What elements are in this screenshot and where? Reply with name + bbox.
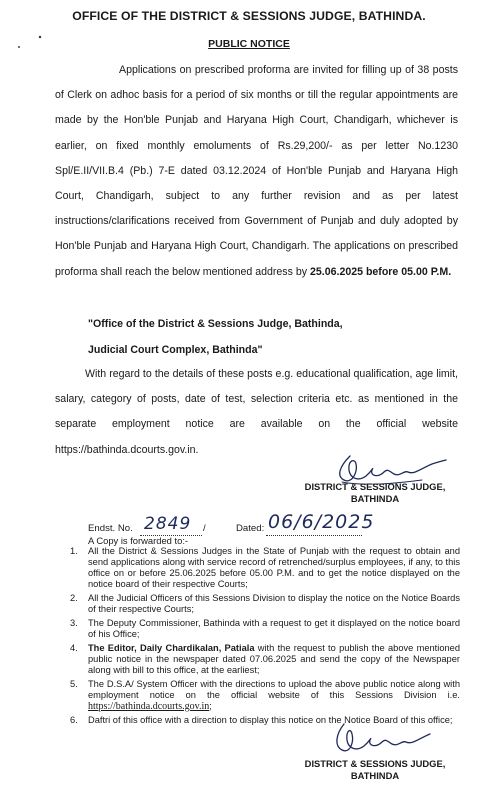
notice-heading-text: PUBLIC NOTICE <box>208 38 290 50</box>
dated-value: 06/6/2025 <box>268 511 375 533</box>
list-item <box>70 618 460 640</box>
notice-paragraph-1 <box>55 58 458 285</box>
list-item-number: 1. <box>70 546 78 556</box>
signature-1-designation: DISTRICT & SESSIONS JUDGE, <box>304 481 446 492</box>
list-item-text: All the Judicial Officers of this Sessions Division to display the notice on the Notice Boards of their respective Courts; <box>88 593 460 614</box>
list-item <box>70 643 460 676</box>
list-item-number: 5. <box>70 679 78 689</box>
list-item-number: 6. <box>70 715 78 725</box>
list-item-number: 3. <box>70 618 78 628</box>
address-line-1: "Office of the District & Sessions Judge, Bathinda, <box>88 318 343 330</box>
paragraph-2-text: With regard to the details of these posts e.g. educational qualification, age limit, salary, category of posts, date of test, selection criteria etc. as mentioned in the separate employment notice are available on the official website https://bathinda.dcourts.gov.in. <box>55 368 458 456</box>
endst-slash: / <box>203 523 206 534</box>
deadline-text: 25.06.2025 before 05.00 P.M. <box>309 265 452 278</box>
list-item <box>70 679 460 712</box>
list-item-text: The D.S.A/ System Officer with the directions to upload the above public notice along with employment notice on the official website of this Sessions Division i.e. <box>88 679 460 700</box>
copy-recipient-list <box>70 546 460 729</box>
list-item-text: with the request to publish the above mentioned public notice in the newspaper dated 07.06.2025 and send the copy of the Newspaper along with bill to this office, at the earliest; <box>88 643 460 675</box>
list-item <box>70 593 460 615</box>
list-item-number: 4. <box>70 643 78 653</box>
endst-number: 2849 <box>144 514 192 534</box>
signature-block-1 <box>290 481 460 505</box>
list-item-number: 2. <box>70 593 78 603</box>
signature-2-designation: DISTRICT & SESSIONS JUDGE, <box>304 758 446 769</box>
website-link[interactable]: https://bathinda.dcourts.gov.in <box>88 701 210 712</box>
signature-2-place: BATHINDA <box>350 770 400 781</box>
notice-paragraph-2 <box>55 362 458 463</box>
office-title: OFFICE OF THE DISTRICT & SESSIONS JUDGE, BATHINDA. <box>72 9 426 23</box>
list-item-bold-text: The Editor, Daily Chardikalan, Patiala <box>88 643 255 653</box>
notice-heading <box>0 38 498 50</box>
list-item-text: The Deputy Commissioner, Bathinda with a request to get it displayed on the notice board of his Office; <box>88 618 460 639</box>
address-line-2: Judicial Court Complex, Bathinda" <box>88 344 263 356</box>
list-item-text: All the District & Sessions Judges in the State of Punjab with the request to obtain and send applications along with service record of retrenched/surplus employees, if any, to this office on or before 25.06.2025 before 05.00 P.M. and to get the notice displayed on the notice board of their respective Courts; <box>88 546 460 589</box>
judge-signature-2 <box>324 720 434 760</box>
dated-line <box>266 535 362 536</box>
list-item-text: Daftri of this office with a direction to display this notice on the Notice Board of this office; <box>88 715 453 725</box>
copy-forwarded-label: A Copy is forwarded to:- <box>88 535 189 546</box>
signature-1-place: BATHINDA <box>350 493 400 504</box>
list-item <box>70 546 460 590</box>
endst-label: Endst. No. <box>88 523 133 534</box>
signature-block-2 <box>290 758 460 782</box>
paragraph-1-text: Applications on prescribed proforma are invited for filling up of 38 posts of Clerk on adhoc basis for a period of six months or till the regular appointments are made by the Hon'ble Punjab and Haryana High Court, Chandigarh, whichever is earlier, on fixed monthly emoluments of Rs.29,200/- as per letter No.1230 Spl/E.II/VII.B.4 (Pb.) 7-E dated 03.12.2024 of Hon'ble Punjab and Haryana High Court, Chandigarh, subject to any further revision and as per latest instructions/clarifications received from Government of Punjab and duly adopted by Hon'ble Punjab and Haryana High Court, Chandigarh. The applications on prescribed proforma shall reach the below mentioned address by <box>55 64 458 278</box>
list-item-text-after: ; <box>209 701 212 711</box>
dated-label: Dated: <box>236 523 265 534</box>
